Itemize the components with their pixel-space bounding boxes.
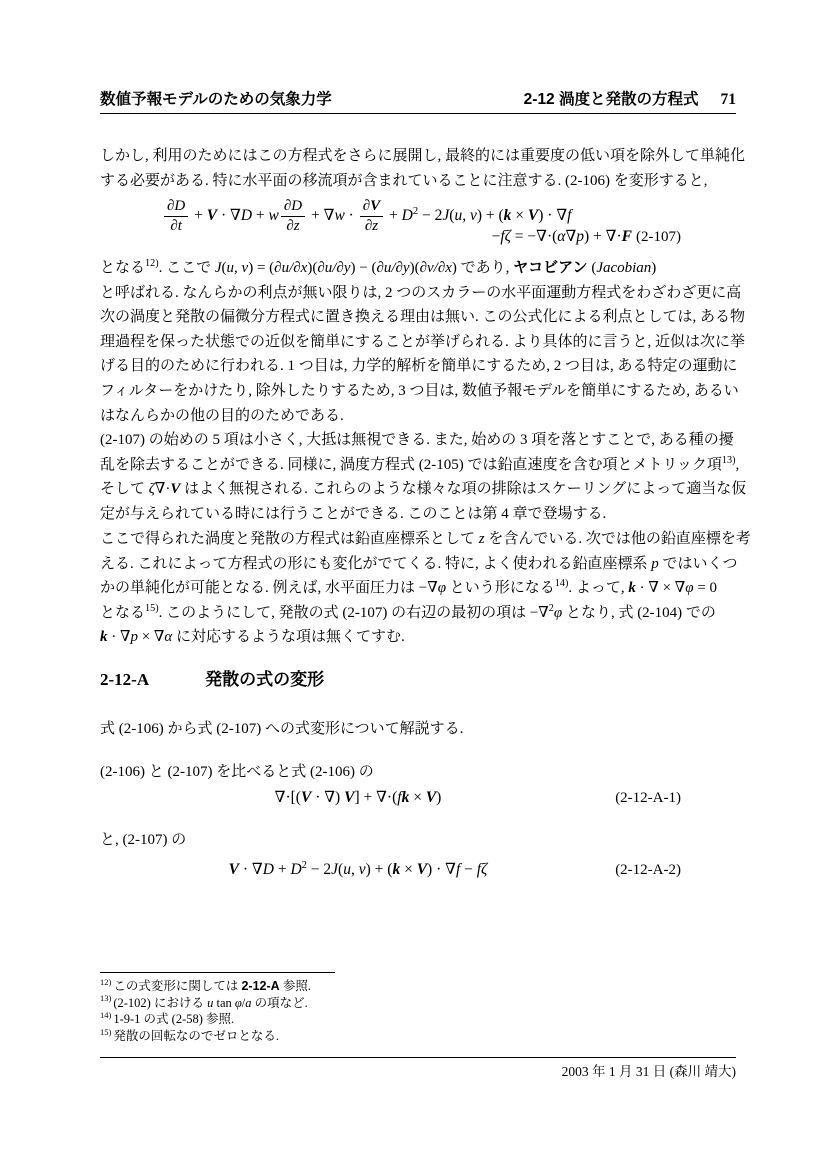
equation-2-107 xyxy=(100,190,736,248)
header-page-number: 71 xyxy=(720,91,736,108)
text-line: となる$^{15)}$. このようにして, 発散の式 (2-107) の右辺の最初の項は −∇$^2$φ となり, 式 (2-104) での xyxy=(100,602,716,621)
fraction: $\frac{\partial D}{\partial t}$ xyxy=(164,198,188,236)
equation-body xyxy=(162,190,632,248)
text-line: 式 (2-106) から式 (2-107) への式変形について解説する. xyxy=(100,721,464,737)
text-line: 定が与えられている時には行うことができる. このことは第 4 章で登場する. xyxy=(100,505,607,522)
footnote-text: 発散の回転なのでゼロとなる. xyxy=(113,1028,279,1043)
fraction: $\frac{\partial D}{\partial z}$ xyxy=(281,198,305,236)
text-line: となる$^{12)}$. ここで J(u, v) = (∂u/∂x)(∂u/∂y) − (∂u/∂y)(∂v/∂x) であり, ヤコビアン (Jacobian) xyxy=(100,258,657,276)
equation-2-12-A-1 xyxy=(100,784,736,812)
text-line: ここで得られた渦度と発散の方程式は鉛直座標系として z を含んでいる. 次では他の鉛直座標を考 xyxy=(100,531,751,547)
paragraph-vertical-coordinates xyxy=(100,527,751,650)
equation-line-2: −fζ = −∇·(α∇p) + ∇·F xyxy=(491,228,632,245)
superscript: 2 xyxy=(412,205,419,217)
text-line: と呼ばれる. なんらかの利点が無い限りは, 2 つのスカラーの水平面運動方程式をわざわざ更に高 xyxy=(100,284,742,301)
text-line: げる目的のために行われる. 1 つ目は, 力学的解析を簡単にするため, 2 つ目は, ある特定の運動に xyxy=(100,358,738,375)
footnote-marker: 12) xyxy=(100,976,112,987)
header-right-group xyxy=(524,90,736,109)
fraction: $\frac{\partial V}{\partial z}$ xyxy=(360,198,383,236)
superscript: 2 xyxy=(301,859,307,871)
text-line: k · ∇p × ∇α に対応するような項は無くてすむ. xyxy=(100,629,405,646)
footer-rule xyxy=(100,1057,736,1058)
paragraph-compare xyxy=(100,760,736,785)
paragraph-transform-intro xyxy=(100,717,736,742)
footnote-text: 1-9-1 の式 (2-58) 参照. xyxy=(113,1012,235,1027)
footnote-marker: 15) xyxy=(100,1026,112,1037)
text-line: 次の渦度と発散の偏微分方程式に置き換える理由は無い. この公式化による利点としては, ある物 xyxy=(100,309,746,326)
footnotes xyxy=(100,978,736,1044)
text-line: かの単純化が可能となる. 例えば, 水平面圧力は −∇φ という形になる$^{14)}$. よって, k · ∇ × ∇φ = 0 xyxy=(100,578,718,597)
text-line: える. これによって方程式の形にも変化がでてくる. 特に, よく使われる鉛直座標系 p ではいくつ xyxy=(100,555,738,572)
equation-line: $V \cdot \nabla D + D^2 - 2J(u$, v) + (k × V) · ∇f − fζ xyxy=(228,859,488,878)
section-heading xyxy=(100,668,736,692)
text-line: (2-107) の始めの 5 項は小さく, 大抵は無視できる. また, 始めの 3 項を落とすことで, ある種の擾 xyxy=(100,432,734,448)
section-number: 2-12-A xyxy=(100,670,150,689)
section-title: 発散の式の変形 xyxy=(205,670,325,689)
text-line: しかし, 利用のためにはこの方程式をさらに展開し, 最終的には重要度の低い項を除外して単純化 xyxy=(100,148,746,164)
superscript: 13) xyxy=(721,454,736,466)
text-line: と, (2-107) の xyxy=(100,832,187,848)
paragraph-and xyxy=(100,828,736,853)
header-section-title: 2-12 渦度と発散の方程式 xyxy=(523,91,699,108)
superscript: 12) xyxy=(145,258,159,269)
equation-label: (2-12-A-2) xyxy=(615,862,681,878)
text-line: はなんらかの他の目的のためである. xyxy=(100,407,344,424)
footnote xyxy=(100,995,736,1012)
superscript: 2 xyxy=(548,602,554,614)
page-header xyxy=(100,90,736,114)
text-line: そして ζ∇·V はよく無視される. これらのような様々な項の排除はスケーリングによって適当な仮 xyxy=(100,481,747,498)
footnote-text: この式変形に関しては 2-12-A 参照. xyxy=(113,979,311,993)
page-footer xyxy=(100,1063,736,1081)
header-book-title: 数値予報モデルのための気象力学 xyxy=(100,91,332,108)
equation-2-12-A-2 xyxy=(100,856,736,884)
text-line: する必要がある. 特に水平面の移流項が含まれていることに注意する. (2-106) を変形すると, xyxy=(100,172,708,189)
equation-label: (2-12-A-1) xyxy=(615,790,681,806)
text-line: 理過程を保った状態での近似を簡単にすることが挙げられる. より具体的に言うと, 近似は次に挙 xyxy=(100,333,746,350)
footer-date: 2003 年 1 月 31 日 (森川 靖大) xyxy=(561,1064,736,1079)
footnote-marker: 13) xyxy=(100,993,112,1004)
footnote-text: (2-102) における u tan φ/a の項など. xyxy=(113,995,308,1010)
superscript: 15) xyxy=(145,602,159,614)
paragraph-neglect-terms xyxy=(100,428,747,526)
text-line: (2-106) と (2-107) を比べると式 (2-106) の xyxy=(100,764,374,780)
equation-label: (2-107) xyxy=(636,229,681,245)
equation-line-1: $\frac{\partial D}{\partial t}$ + V · ∇D + w $\frac{\partial D}{\partial z}$ + ∇w · $\frac{\partial V}{\partial z}$ + $D^2 - 2J(u$, v) + (k × V) · ∇f xyxy=(162,190,632,242)
footnote-separator-rule xyxy=(100,972,335,973)
superscript: 14) xyxy=(554,578,569,590)
text-line: 乱を除去することができる. 同様に, 渦度方程式 (2-105) では鉛直速度を含む項とメトリック項$^{13)}$, xyxy=(100,454,740,473)
equation-line: ∇·[(V · ∇) V] + ∇·(fk × V) xyxy=(274,789,442,806)
footnote xyxy=(100,1028,736,1045)
footnote xyxy=(100,1011,736,1028)
footnote-marker: 14) xyxy=(100,1010,112,1021)
footnote xyxy=(100,978,736,995)
text-line: フィルターをかけたり, 除外したりするため, 3 つ目は, 数値予報モデルを簡単にするため, あるい xyxy=(100,382,739,399)
paragraph-jacobian xyxy=(100,256,746,428)
paragraph-intro xyxy=(100,144,746,193)
